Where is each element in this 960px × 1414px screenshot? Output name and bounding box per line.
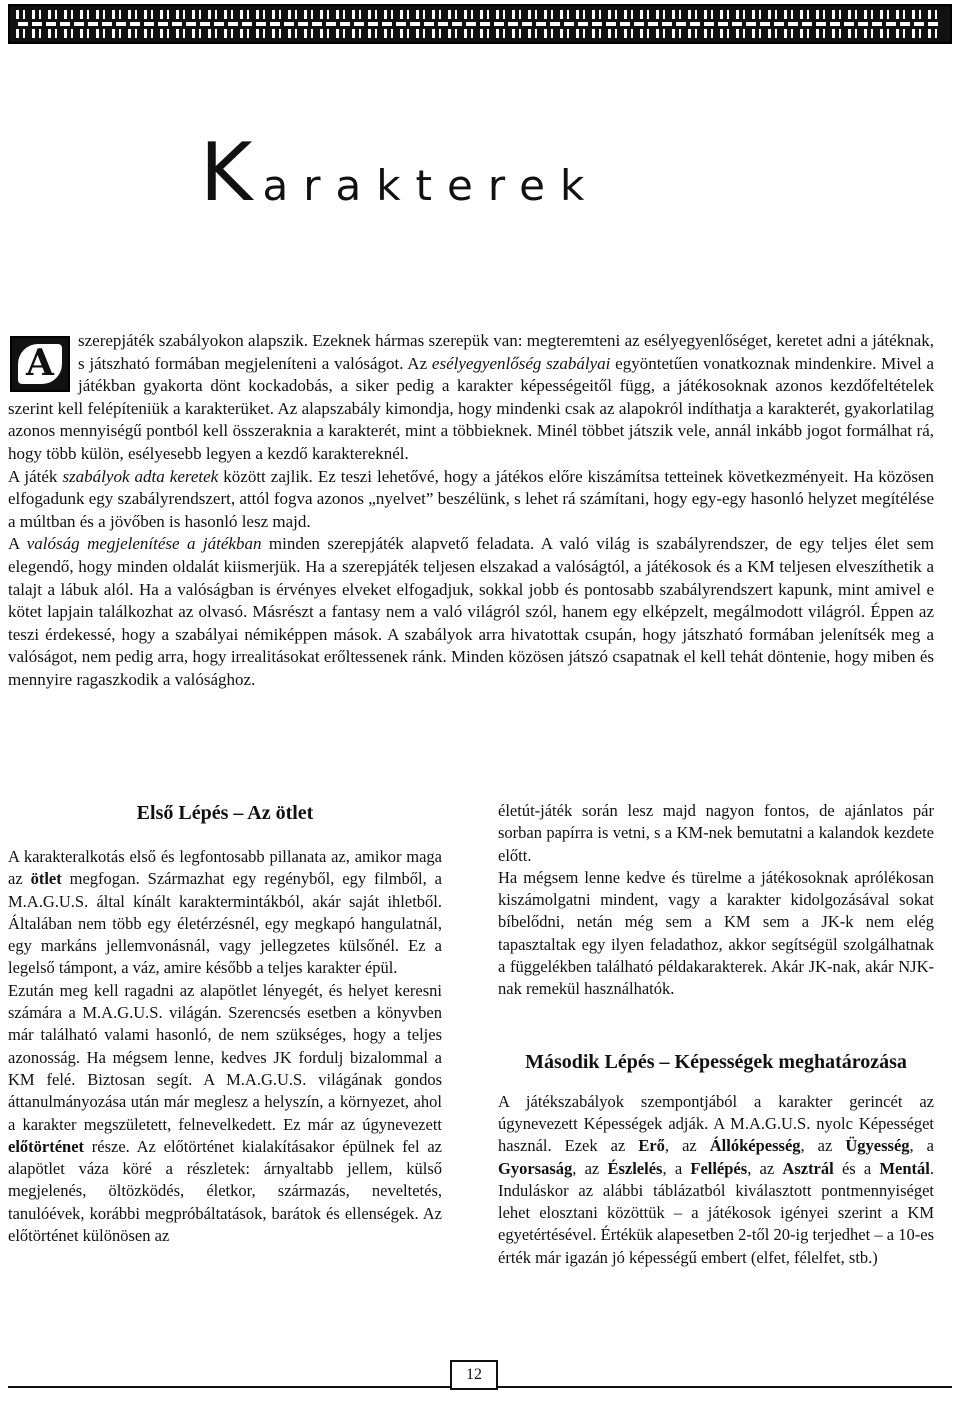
dropcap-ornament (10, 336, 70, 392)
intro-paragraph-3: A valóság megjelenítése a játékban minden szerepjáték alapvető feladata. A való világ is szabályrendszer, de egy teljes élet sem elegendő, hogy minden oldalát kiismerjük. Ha a szerepjáték teljesen elszakad a valóságtól, a játékosok és a KM teljesen elveszíthetik a talajt a lábuk alól. Ha a valóságban is érvényes elveket elfogadjuk, sokkal jobb és pontosabb szabályrendszert kapunk, mint amivel e kötet lapjain találkozhat az olvasó. Másrészt a fantasy nem a való világról szól, hanem egy elképzelt, megálmodott világról. Éppen az teszi érdekessé, hogy a szabályai némiképpen mások. A szabályok arra hivatottak csupán, hogy játszható formában jelenítsék meg a valóságot, nem pedig arra, hogy irrealitásokat erőltessenek ránk. Minden közösen játszó csapatnak el kell tehát döntenie, hogy miben és mennyire ragaszkodik a valósághoz. (8, 534, 934, 689)
decorative-border-top (8, 4, 952, 44)
intro-paragraph-2: A játék szabályok adta keretek között zajlik. Ez teszi lehetővé, hogy a játékos előre kiszámítsa tetteinek következményeit. Ha közösen elfogadunk egy szabályrendszert, attól fogva azonos „nyelvet” beszélünk, s lehet rá számítani, hogy egy-egy hasonló helyzet megítélése a múltban és a jövőben is hasonló lesz majd. (8, 466, 934, 531)
border-band-inner (18, 22, 942, 26)
intro-text (8, 330, 934, 692)
intro-paragraph-1: szerepjáték szabályokon alapszik. Ezeknek hármas szerepük van: megteremteni az esélyegyenlőséget, keretet adni a játéknak, s játszható formában megjeleníteni a valóságot. Az esélyegyenlőség szabályai egyöntetűen vonatkoznak mindenkire. Mivel a játékban gyakorta dönt kockadobás, a siker pedig a karakter képességeitől függ, a játékosoknak azonos kezdőfeltételek szerint kell felépíteniük a karakterüket. Az alapszabály kimondja, hogy mindenki csak az alapokról indíthatja a karakterét, gyakorlatilag azonos mennyiségű pontból kell összeraknia a karakterét, mint a többieknek. Minél többet játszik vele, annál inkább jogot formálhat rá, hogy több külön, esélyesebb legyen a kezdő karaktereknél. (8, 331, 935, 463)
title-capital: K (200, 126, 253, 219)
left-paragraph-1: A karakteralkotás első és legfontosabb pillanata az, amikor maga az ötlet megfogan. Származhat egy regényből, egy filmből, a M.A.G.U.S. által kínált karaktermintákból, akár saját ihletből. Általában nem több egy életérzésnél, egy megkapó hangulatnál, egy markáns jellemvonásnál, vagy jellegzetes külsőnél. Ez a legelső támpont, a váz, amire később a teljes karakter épül. (8, 847, 442, 978)
page-title (200, 128, 800, 218)
left-paragraph-2: Ezután meg kell ragadni az alapötlet lényegét, és helyet keresni számára a M.A.G.U.S. világán. Szerencsés esetben a könyvben már található valami hasonló, de nem szükséges, hogy a teljes azonosság. Ha mégsem lenne, kedves JK fordulj bizalommal a KM felé. Biztosan segít. A M.A.G.U.S. világának gondos áttanulmányozása után már meglesz a helyszín, a környezet, ahol a karakter megszületett, felnevelkedett. Ez már az úgynevezett előtörténet része. Az előtörténet kialakításakor épülnek fel az alapötlet váza köré a részletek: árnyaltabb jellem, külső megjelenés, öltözködés, életkor, származás, neveltetés, tanulóévek, korábbi megpróbáltatások, barátok és ellenségek. Az előtörténet különösen az (8, 980, 442, 1246)
right-paragraph-2: Ha mégsem lenne kedve és türelme a játékosoknak aprólékosan kiszámolgatni mindent, vagy a karakter kidolgozásával sokat bíbelődni, netán még sem a KM sem a JK-k nem elég tapasztaltak egy ilyen feladathoz, akkor segítségül szolgálhatnak a függelékben található példakarakterek. Akár JK-nak, akár NJK-nak remekül használhatók. (498, 867, 934, 999)
right-column (498, 800, 934, 1269)
right-paragraph-1: életút-játék során lesz majd nagyon fontos, de ajánlatos pár sorban papírra is vetni, s a KM-nek bemutatni a kalandok kezdete előtt. (498, 801, 934, 865)
page-number: 12 (450, 1360, 498, 1390)
section-heading-1: Első Lépés – Az ötlet (136, 802, 314, 824)
dropcap-letter: A (26, 342, 54, 384)
section-heading-2: Második Lépés – Képességek meghatározása (525, 1050, 907, 1073)
right-paragraph-3: A játékszabályok szempontjából a karakter gerincét az úgynevezett Képességek adják. A M.A.G.U.S. nyolc Képességet használ. Ezek az Erő, az Állóképesség, az Ügyesség, a Gyorsaság, az Észlelés, a Fellépés, az Asztrál és a Mentál. Induláskor az alábbi táblázatból kiválasztott pontmennyiséget lehet elosztani közöttük – a játékosok igényei szerint a KM egyetértésével. Értékük alapesetben 2-től 20-ig terjedhet – a 10-es érték már igazán jó képességű embert (elfet, félelfet, stb.) (498, 1091, 934, 1267)
left-column (8, 800, 442, 1247)
title-rest: arakterek (262, 161, 600, 210)
